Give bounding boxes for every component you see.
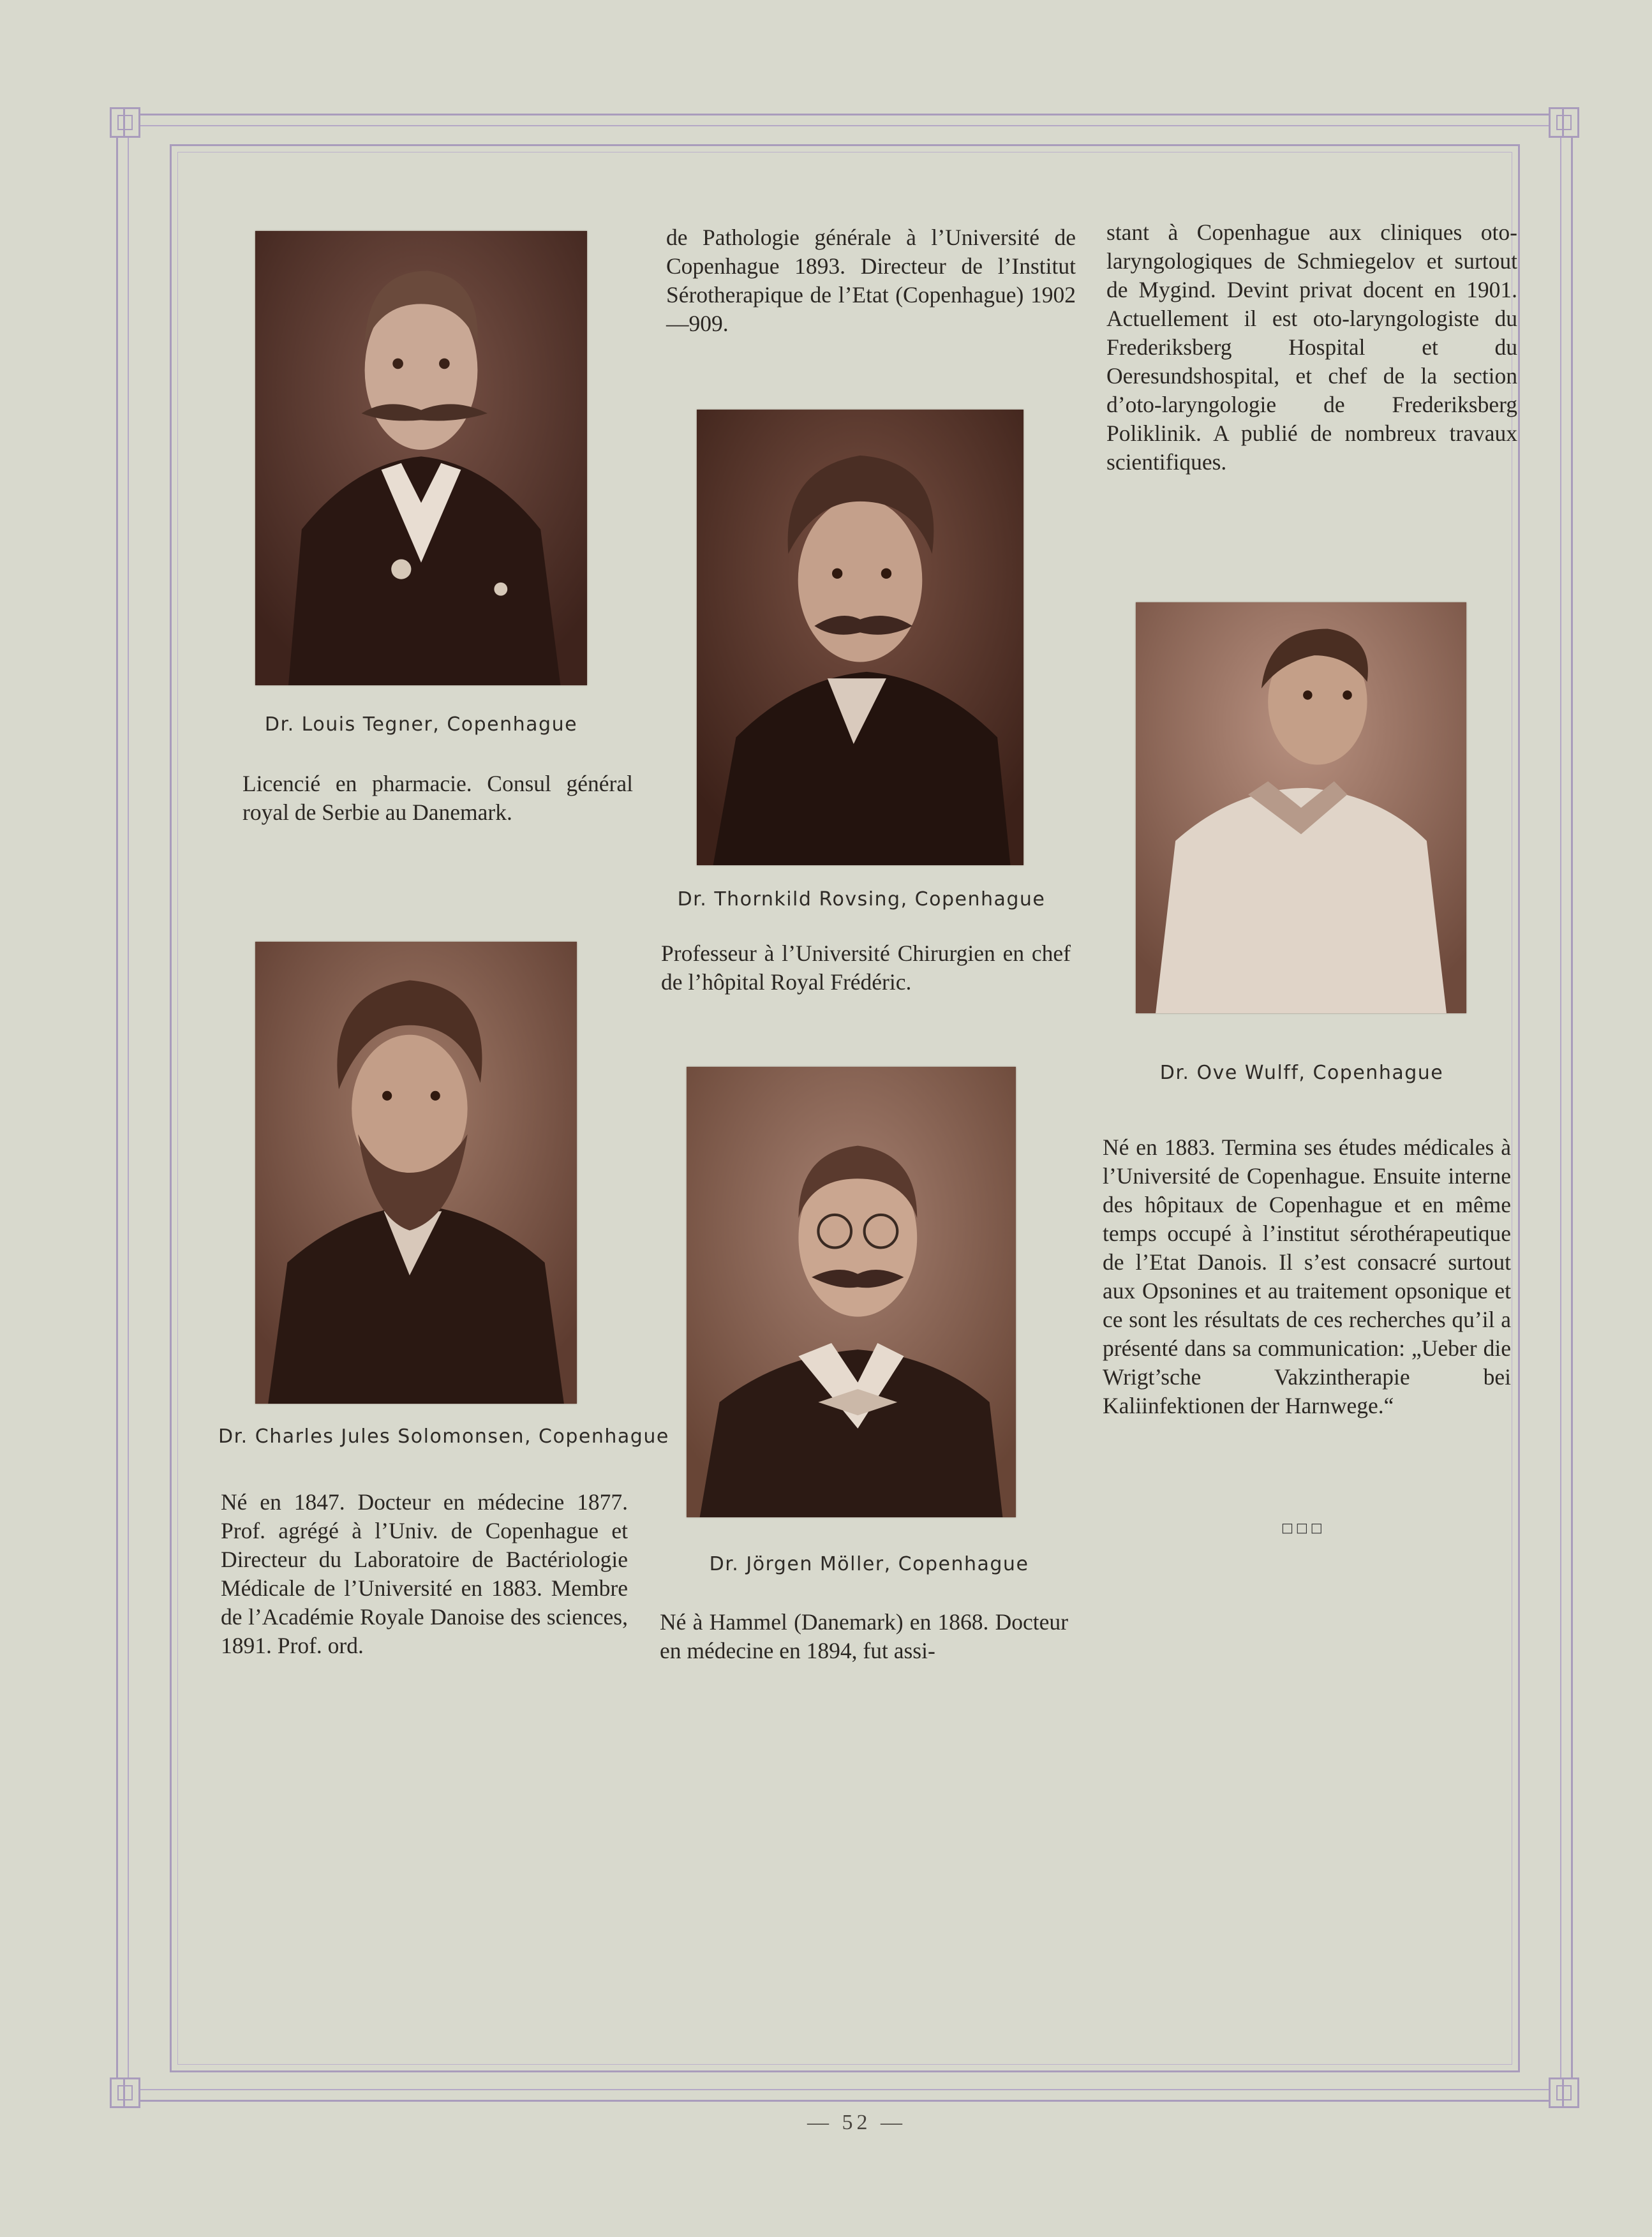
portrait-caption-tegner: Dr. Louis Tegner, Copenhague bbox=[264, 713, 578, 736]
portrait-photo-moller bbox=[687, 1067, 1016, 1517]
corner-ornament-bottom-right bbox=[1549, 2077, 1579, 2108]
portrait-photo-wulff bbox=[1136, 602, 1466, 1013]
corner-ornament-bottom-left bbox=[110, 2077, 140, 2108]
portrait-caption-wulff: Dr. Ove Wulff, Copenhague bbox=[1159, 1062, 1444, 1084]
bio-text-tegner: Licencié en pharmacie. Consul général royal de Serbie au Danemark. bbox=[242, 771, 633, 825]
page-number: — 52 — bbox=[807, 2111, 906, 2134]
bio-continuation-moller: stant à Copenhague aux cliniques oto-laryngologiques de Schmiegelov et surtout de Mygind. Devint privat docent en 1901. Actuellement il est oto-laryngologiste du Frederiksberg Hospital et du Oeresundshospital, et chef de la section d’oto-laryngologie de Frederiksberg Poliklinik. A publié de nombreux travaux scientifiques. bbox=[1106, 219, 1517, 475]
bio-text-wulff: Né en 1883. Termina ses études médicales à l’Université de Copenhague. Ensuite interne des hôpitaux de Copenhague et en même temps occupé à l’institut sérothérapeutique de l’Etat Danois. Il s’est consacré surtout aux Opsonines et au traitement opsonique et ce sont les résultats de ces recherches qu’il a présenté dans sa communication: „Ueber die Wrigt’sche Vakzintherapie bei Kaliinfektionen der Harnwege.“ bbox=[1103, 1134, 1511, 1418]
portrait-photo-rovsing bbox=[697, 410, 1023, 865]
bio-text-moller: Né à Hammel (Danemark) en 1868. Docteur en médecine en 1894, fut assi- bbox=[660, 1609, 1068, 1663]
portrait-photo-tegner bbox=[255, 231, 587, 685]
bio-text-solomonsen: Né en 1847. Docteur en médecine 1877. Prof. agrégé à l’Univ. de Copenhague et Directeur du Laboratoire de Bactériologie Médicale de l’Université en 1883. Membre de l’Académie Royale Danoise des sciences, 1891. Prof. ord. bbox=[221, 1489, 628, 1658]
portrait-caption-solomonsen: Dr. Charles Jules Solomonsen, Copenhague bbox=[218, 1425, 669, 1448]
portrait-caption-rovsing: Dr. Thornkild Rovsing, Copenhague bbox=[677, 888, 1046, 910]
bio-text-rovsing: Professeur à l’Université Chirurgien en chef de l’hôpital Royal Frédéric. bbox=[661, 940, 1071, 995]
section-end-ornament: □□□ bbox=[1281, 1520, 1325, 1535]
corner-ornament-top-left bbox=[110, 107, 140, 138]
portrait-caption-moller: Dr. Jörgen Möller, Copenhague bbox=[709, 1553, 1029, 1575]
corner-ornament-top-right bbox=[1549, 107, 1579, 138]
portrait-photo-solomonsen bbox=[255, 942, 577, 1404]
bio-continuation-solomonsen: de Pathologie générale à l’Université de Copenhague 1893. Directeur de l’Institut Sérotherapique de l’Etat (Copenhague) 1902—909. bbox=[666, 225, 1076, 336]
